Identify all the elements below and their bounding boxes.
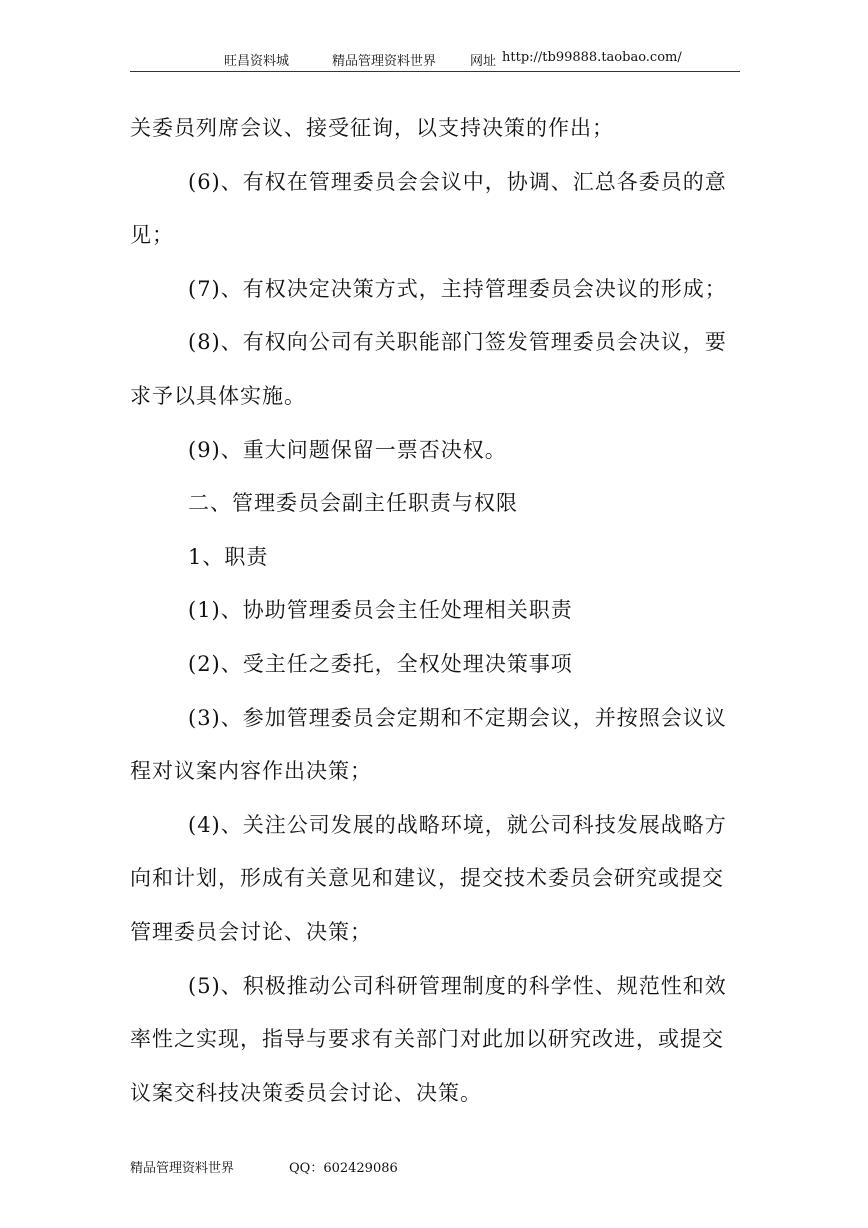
section-heading: 二、管理委员会副主任职责与权限 — [188, 491, 518, 516]
page-header — [130, 50, 740, 72]
paragraph-line: (9)、重大问题保留一票否决权。 — [188, 437, 507, 462]
paragraph-line: 议案交科技决策委员会讨论、决策。 — [130, 1080, 482, 1105]
subsection-heading: 1、职责 — [188, 544, 269, 569]
paragraph-line: 向和计划，形成有关意见和建议，提交技术委员会研究或提交 — [130, 866, 724, 891]
paragraph-line: 见； — [130, 223, 174, 248]
paragraph-line: 求予以具体实施。 — [130, 383, 306, 408]
paragraph-line: (6)、有权在管理委员会会议中，协调、汇总各委员的意 — [188, 169, 727, 194]
document-body — [130, 102, 726, 1120]
footer-qq: QQ：602429086 — [289, 1161, 398, 1176]
footer-site-name: 精品管理资料世界 — [130, 1161, 235, 1176]
paragraph-line: 率性之实现，指导与要求有关部门对此加以研究改进，或提交 — [130, 1027, 724, 1052]
paragraph-line: (3)、参加管理委员会定期和不定期会议，并按照会议议 — [188, 705, 727, 730]
paragraph-line: (2)、受主任之委托，全权处理决策事项 — [188, 651, 573, 676]
header-url-label: 网址 — [470, 54, 497, 69]
header-site-name: 精品管理资料世界 — [332, 54, 437, 69]
header-divider — [130, 71, 740, 72]
paragraph-line: (8)、有权向公司有关职能部门签发管理委员会决议，要 — [188, 330, 727, 355]
paragraph-line: (4)、关注公司发展的战略环境，就公司科技发展战略方 — [188, 812, 727, 837]
paragraph-line: (7)、有权决定决策方式，主持管理委员会决议的形成； — [188, 276, 727, 301]
paragraph-line: 管理委员会讨论、决策； — [130, 919, 372, 944]
paragraph-line: 程对议案内容作出决策； — [130, 759, 372, 784]
paragraph-line: 关委员列席会议、接受征询，以支持决策的作出； — [130, 116, 614, 140]
paragraph-line: (5)、积极推动公司科研管理制度的科学性、规范性和效 — [188, 973, 727, 998]
header-shop-name: 旺昌资料城 — [224, 54, 290, 69]
paragraph-line: (1)、协助管理委员会主任处理相关职责 — [188, 598, 573, 623]
header-url[interactable]: http://tb99888.taobao.com/ — [502, 50, 682, 65]
